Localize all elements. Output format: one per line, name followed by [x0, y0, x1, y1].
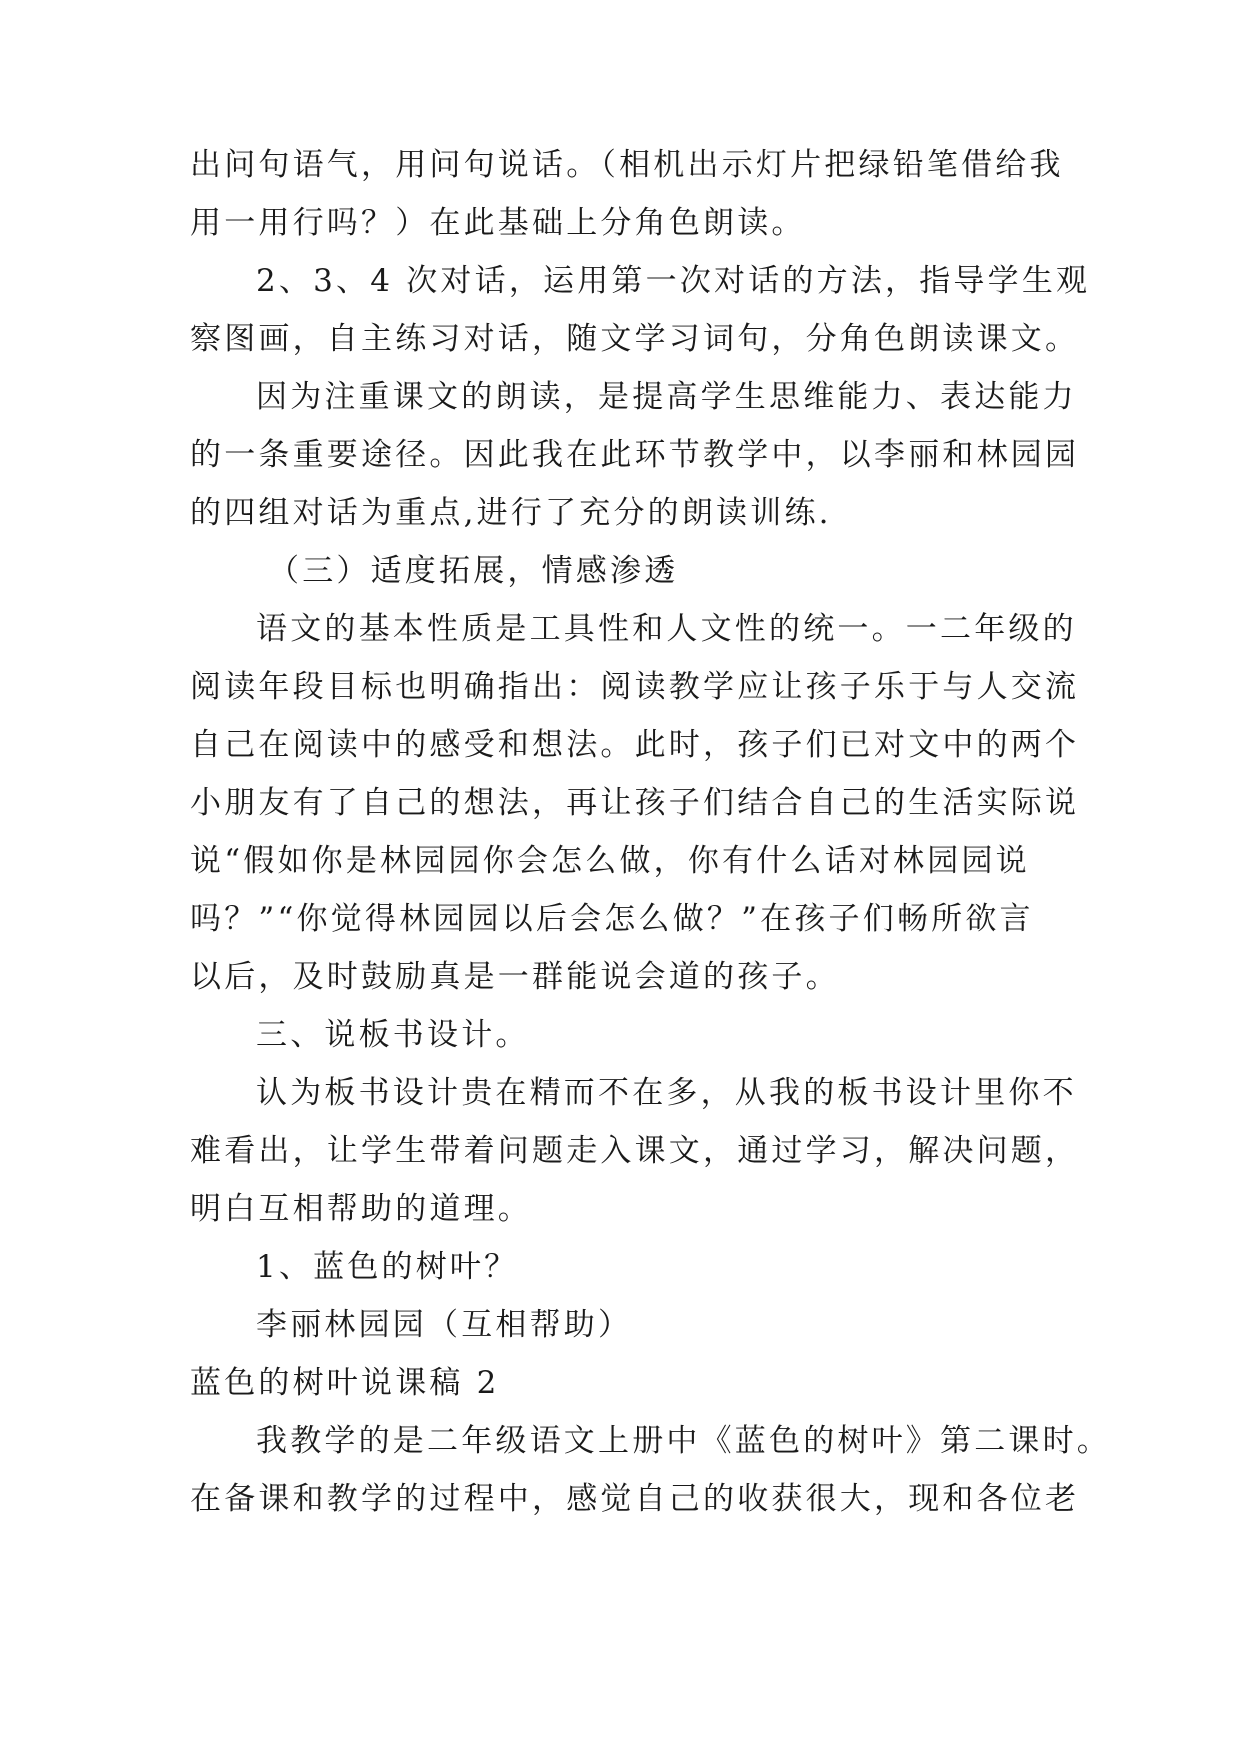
paragraph-line: 小朋友有了自己的想法，再让孩子们结合自己的生活实际说	[190, 785, 1080, 821]
paragraph-line: 吗？”“你觉得林园园以后会怎么做？”在孩子们畅所欲言	[190, 901, 1034, 937]
paragraph-line: 的四组对话为重点,进行了充分的朗读训练.	[190, 495, 832, 531]
paragraph-line: 阅读年段目标也明确指出：阅读教学应让孩子乐于与人交流	[190, 669, 1080, 705]
paragraph-line: 因为注重课文的朗读，是提高学生思维能力、表达能力	[256, 379, 1077, 415]
paragraph-line: 2、3、4 次对话，运用第一次对话的方法，指导学生观	[256, 263, 1091, 299]
paragraph-line: 说“假如你是林园园你会怎么做，你有什么话对林园园说	[190, 843, 1030, 879]
paragraph-line: 认为板书设计贵在精而不在多，从我的板书设计里你不	[256, 1075, 1077, 1111]
section-heading: （三）适度拓展，情感渗透	[268, 553, 679, 589]
section-heading: 三、说板书设计。	[256, 1017, 530, 1053]
document-title: 蓝色的树叶说课稿 2	[190, 1365, 500, 1401]
paragraph-line: 语文的基本性质是工具性和人文性的统一。一二年级的	[256, 611, 1077, 647]
paragraph-line: 察图画，自主练习对话，随文学习词句，分角色朗读课文。	[190, 321, 1080, 357]
board-item: 1、蓝色的树叶？	[256, 1249, 519, 1285]
paragraph-line: 以后，及时鼓励真是一群能说会道的孩子。	[190, 959, 840, 995]
paragraph-line: 的一条重要途径。因此我在此环节教学中，以李丽和林园园	[190, 437, 1080, 473]
paragraph-line: 难看出，让学生带着问题走入课文，通过学习，解决问题，	[190, 1133, 1080, 1169]
paragraph-line: 我教学的是二年级语文上册中《蓝色的树叶》第二课时。	[256, 1423, 1111, 1459]
paragraph-line: 出问句语气，用问句说话。（相机出示灯片把绿铅笔借给我	[190, 147, 1064, 183]
board-item: 李丽林园园（互相帮助）	[256, 1307, 633, 1343]
paragraph-line: 自己在阅读中的感受和想法。此时，孩子们已对文中的两个	[190, 727, 1080, 763]
paragraph-line: 用一用行吗？）在此基础上分角色朗读。	[190, 205, 806, 241]
paragraph-line: 明白互相帮助的道理。	[190, 1191, 532, 1227]
paragraph-line: 在备课和教学的过程中，感觉自己的收获很大，现和各位老	[190, 1481, 1080, 1517]
